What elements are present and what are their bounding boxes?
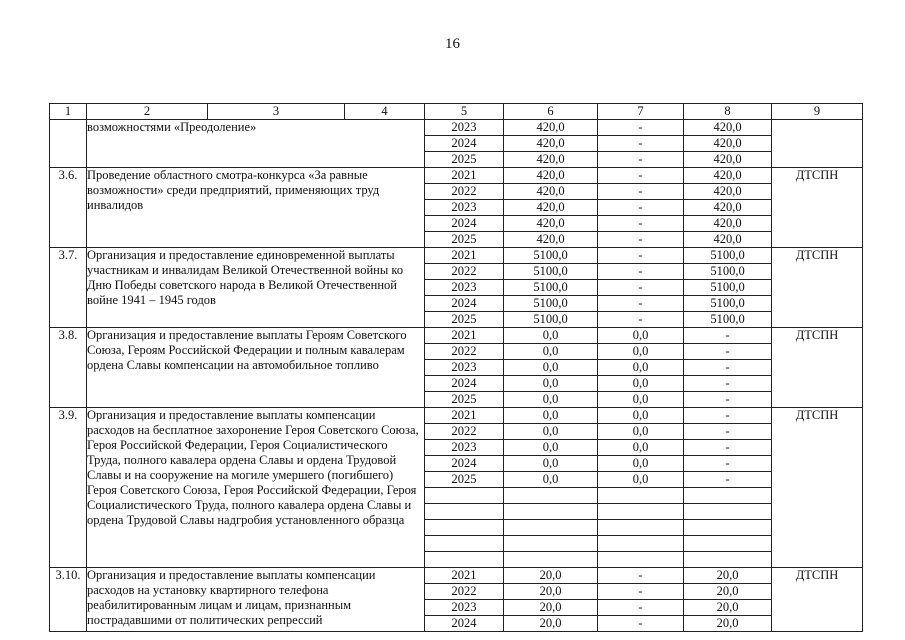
value-col6: 5100,0 <box>504 248 598 264</box>
year-cell: 2022 <box>425 344 504 360</box>
year-cell: 2023 <box>425 600 504 616</box>
year-cell: 2021 <box>425 168 504 184</box>
value-col8: - <box>684 376 772 392</box>
empty-cell <box>504 520 598 536</box>
value-col7: - <box>598 232 684 248</box>
year-cell: 2025 <box>425 152 504 168</box>
value-col7: - <box>598 120 684 136</box>
year-row <box>50 408 863 424</box>
item-description: Проведение областного смотра-конкурса «За равные возможности» среди предприятий, применяющих труд инвалидов <box>87 168 425 248</box>
value-col6: 20,0 <box>504 600 598 616</box>
value-col8: 420,0 <box>684 184 772 200</box>
value-col8: 420,0 <box>684 120 772 136</box>
year-cell: 2022 <box>425 424 504 440</box>
year-cell: 2024 <box>425 456 504 472</box>
col-header: 7 <box>598 104 684 120</box>
empty-cell <box>598 552 684 568</box>
value-col6: 420,0 <box>504 120 598 136</box>
year-cell: 2023 <box>425 360 504 376</box>
responsible-executor: ДТСПН <box>772 248 863 328</box>
value-col6: 0,0 <box>504 456 598 472</box>
value-col7: - <box>598 264 684 280</box>
year-cell: 2021 <box>425 328 504 344</box>
empty-cell <box>504 536 598 552</box>
empty-cell <box>684 552 772 568</box>
year-cell: 2024 <box>425 376 504 392</box>
value-col6: 0,0 <box>504 328 598 344</box>
year-cell: 2023 <box>425 440 504 456</box>
value-col7: 0,0 <box>598 440 684 456</box>
value-col7: 0,0 <box>598 360 684 376</box>
value-col7: - <box>598 616 684 632</box>
year-row <box>50 328 863 344</box>
empty-cell <box>425 520 504 536</box>
value-col8: - <box>684 440 772 456</box>
empty-cell <box>425 552 504 568</box>
year-row <box>50 248 863 264</box>
year-cell: 2023 <box>425 200 504 216</box>
year-cell: 2021 <box>425 408 504 424</box>
value-col6: 420,0 <box>504 232 598 248</box>
value-col6: 0,0 <box>504 392 598 408</box>
year-row <box>50 168 863 184</box>
value-col6: 5100,0 <box>504 312 598 328</box>
value-col8: 420,0 <box>684 216 772 232</box>
year-cell: 2022 <box>425 584 504 600</box>
empty-cell <box>504 552 598 568</box>
value-col7: - <box>598 600 684 616</box>
empty-cell <box>425 536 504 552</box>
value-col8: 20,0 <box>684 568 772 584</box>
value-col6: 5100,0 <box>504 264 598 280</box>
value-col8: 5100,0 <box>684 248 772 264</box>
value-col6: 20,0 <box>504 584 598 600</box>
empty-cell <box>684 536 772 552</box>
year-cell: 2025 <box>425 472 504 488</box>
item-number: 3.7. <box>50 248 87 328</box>
value-col6: 0,0 <box>504 424 598 440</box>
year-cell: 2024 <box>425 136 504 152</box>
value-col7: 0,0 <box>598 376 684 392</box>
value-col8: - <box>684 424 772 440</box>
value-col7: - <box>598 312 684 328</box>
value-col6: 0,0 <box>504 472 598 488</box>
empty-cell <box>684 504 772 520</box>
value-col8: 420,0 <box>684 136 772 152</box>
value-col7: - <box>598 296 684 312</box>
responsible-executor: ДТСПН <box>772 328 863 408</box>
year-cell: 2021 <box>425 568 504 584</box>
year-cell: 2022 <box>425 184 504 200</box>
value-col6: 20,0 <box>504 568 598 584</box>
value-col6: 5100,0 <box>504 296 598 312</box>
item-description: Организация и предоставление выплаты Героям Советского Союза, Героям Российской Федерации и полным кавалерам ордена Славы компенсации на автомобильное топливо <box>87 328 425 408</box>
value-col6: 420,0 <box>504 200 598 216</box>
col-header: 8 <box>684 104 772 120</box>
item-number: 3.8. <box>50 328 87 408</box>
value-col8: - <box>684 408 772 424</box>
value-col8: 20,0 <box>684 616 772 632</box>
value-col6: 420,0 <box>504 152 598 168</box>
value-col8: 5100,0 <box>684 280 772 296</box>
value-col7: - <box>598 152 684 168</box>
value-col7: - <box>598 184 684 200</box>
value-col7: 0,0 <box>598 456 684 472</box>
value-col8: 5100,0 <box>684 264 772 280</box>
value-col6: 0,0 <box>504 344 598 360</box>
value-col8: 420,0 <box>684 152 772 168</box>
value-col7: 0,0 <box>598 424 684 440</box>
responsible-executor: ДТСПН <box>772 408 863 568</box>
col-header: 4 <box>345 104 425 120</box>
value-col6: 20,0 <box>504 616 598 632</box>
value-col7: - <box>598 584 684 600</box>
value-col7: - <box>598 168 684 184</box>
col-header: 2 <box>87 104 208 120</box>
year-cell: 2024 <box>425 216 504 232</box>
year-cell: 2021 <box>425 248 504 264</box>
value-col8: 20,0 <box>684 600 772 616</box>
item-description: возможностями «Преодоление» <box>87 120 425 168</box>
value-col8: 5100,0 <box>684 296 772 312</box>
value-col6: 420,0 <box>504 168 598 184</box>
value-col8: 5100,0 <box>684 312 772 328</box>
value-col6: 0,0 <box>504 408 598 424</box>
value-col8: - <box>684 456 772 472</box>
value-col6: 0,0 <box>504 376 598 392</box>
value-col6: 420,0 <box>504 216 598 232</box>
value-col8: 420,0 <box>684 200 772 216</box>
item-number: 3.10. <box>50 568 87 632</box>
empty-cell <box>504 504 598 520</box>
year-row <box>50 568 863 584</box>
empty-cell <box>598 520 684 536</box>
item-description: Организация и предоставление выплаты компенсации расходов на бесплатное захоронение Героя Советского Союза, Героя Российской Федерации, Героя Социалистического Труда, полного кавалера ордена Славы и ордена Трудовой Славы и на сооружение на могиле умершего (погибшего) Героя Советского Союза, Героя Российской Федерации, Героя Социалистического Труда, полного кавалера ордена Славы и ордена Трудовой Славы надгробия установленного образца <box>87 408 425 568</box>
program-table <box>49 103 863 632</box>
col-header: 3 <box>208 104 345 120</box>
col-header: 9 <box>772 104 863 120</box>
page-number: 16 <box>445 36 460 52</box>
value-col6: 0,0 <box>504 360 598 376</box>
item-description: Организация и предоставление выплаты компенсации расходов на установку квартирного телефона реабилитированным лицам и лицам, признанным пострадавшими от политических репрессий <box>87 568 425 632</box>
empty-cell <box>598 504 684 520</box>
value-col6: 0,0 <box>504 440 598 456</box>
year-cell: 2025 <box>425 312 504 328</box>
value-col8: - <box>684 344 772 360</box>
year-cell: 2023 <box>425 120 504 136</box>
empty-cell <box>684 488 772 504</box>
year-row <box>50 120 863 136</box>
empty-cell <box>598 536 684 552</box>
responsible-executor <box>772 120 863 168</box>
responsible-executor: ДТСПН <box>772 568 863 632</box>
value-col7: - <box>598 216 684 232</box>
value-col7: - <box>598 136 684 152</box>
value-col7: 0,0 <box>598 344 684 360</box>
year-cell: 2022 <box>425 264 504 280</box>
item-number: 3.6. <box>50 168 87 248</box>
empty-cell <box>425 488 504 504</box>
year-cell: 2024 <box>425 296 504 312</box>
value-col7: 0,0 <box>598 472 684 488</box>
item-description: Организация и предоставление единовременной выплаты участникам и инвалидам Великой Отечественной войны ко Дню Победы советского народа в Великой Отечественной войне 1941 – 1945 годов <box>87 248 425 328</box>
item-number: 3.9. <box>50 408 87 568</box>
value-col7: - <box>598 248 684 264</box>
value-col6: 5100,0 <box>504 280 598 296</box>
value-col7: - <box>598 200 684 216</box>
value-col8: 20,0 <box>684 584 772 600</box>
responsible-executor: ДТСПН <box>772 168 863 248</box>
col-header: 1 <box>50 104 87 120</box>
empty-cell <box>684 520 772 536</box>
value-col6: 420,0 <box>504 136 598 152</box>
value-col7: 0,0 <box>598 392 684 408</box>
value-col7: - <box>598 568 684 584</box>
year-cell: 2025 <box>425 232 504 248</box>
value-col8: 420,0 <box>684 168 772 184</box>
empty-cell <box>598 488 684 504</box>
value-col8: 420,0 <box>684 232 772 248</box>
value-col8: - <box>684 328 772 344</box>
col-header: 6 <box>504 104 598 120</box>
value-col8: - <box>684 360 772 376</box>
empty-cell <box>504 488 598 504</box>
value-col7: - <box>598 280 684 296</box>
item-number <box>50 120 87 168</box>
column-number-header <box>50 104 863 120</box>
value-col7: 0,0 <box>598 408 684 424</box>
year-cell: 2025 <box>425 392 504 408</box>
year-cell: 2024 <box>425 616 504 632</box>
col-header: 5 <box>425 104 504 120</box>
value-col6: 420,0 <box>504 184 598 200</box>
year-cell: 2023 <box>425 280 504 296</box>
value-col8: - <box>684 472 772 488</box>
value-col7: 0,0 <box>598 328 684 344</box>
empty-cell <box>425 504 504 520</box>
value-col8: - <box>684 392 772 408</box>
